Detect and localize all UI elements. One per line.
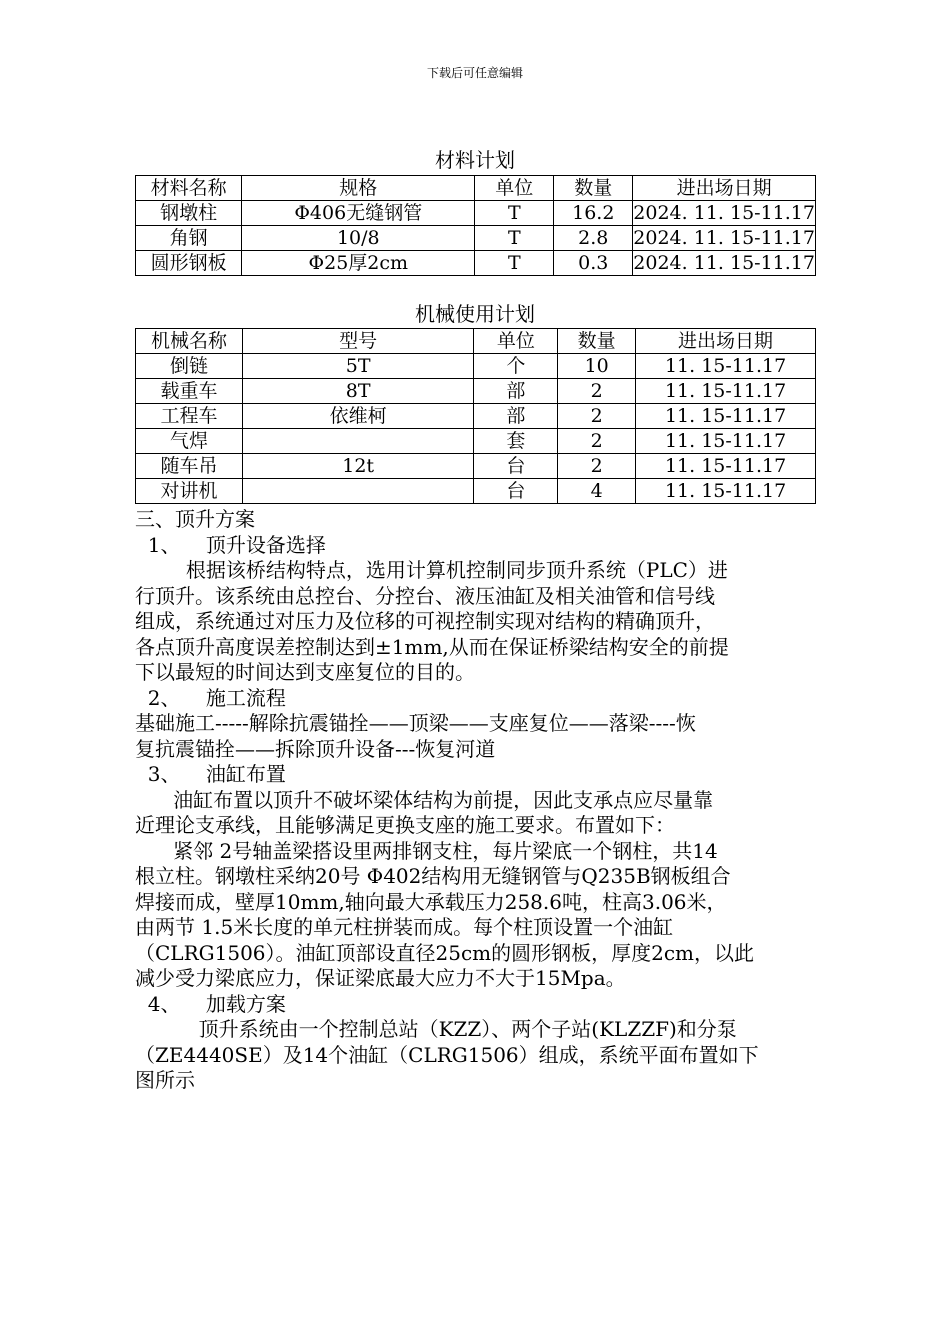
column-header: 型号 [242, 329, 473, 354]
table-header-row [136, 329, 816, 354]
table-cell: 5T [242, 354, 473, 379]
text-line: 油缸布置以顶升不破坏梁体结构为前提，因此支承点应尽量靠 [135, 787, 714, 812]
table-cell: 工程车 [136, 404, 243, 429]
text-line: 根立柱。钢墩柱采纳20号 Φ402结构用无缝钢管与Q235B钢板组合 [135, 864, 731, 888]
column-header: 单位 [474, 329, 558, 354]
text-line: （CLRG1506）。油缸顶部设直径25cm的圆形钢板，厚度2cm，以此 [135, 940, 755, 965]
table-cell: 8T [242, 379, 473, 404]
text-line: 组成，系统通过对压力及位移的可视控制实现对结构的精确顶升， [135, 609, 715, 633]
table-cell: 圆形钢板 [136, 251, 242, 276]
text-line: 根据该桥结构特点，选用计算机控制同步顶升系统（PLC）进 [135, 558, 728, 582]
table-cell: 对讲机 [136, 479, 243, 504]
text-line: 4、 加载方案 [135, 991, 286, 1016]
table-cell: 角钢 [136, 226, 242, 251]
table-cell: 个 [474, 354, 558, 379]
table-cell: 台 [474, 454, 558, 479]
text-line: （ZE4440SE）及14个油缸（CLRG1506）组成，系统平面布置如下 [135, 1042, 759, 1067]
table-cell: 部 [474, 379, 558, 404]
table-row [136, 354, 816, 379]
text-line: 基础施工-----解除抗震锚拴——顶梁——支座复位——落梁----恢 [135, 711, 696, 735]
text-line: 三、顶升方案 [135, 507, 255, 531]
column-header: 规格 [242, 176, 475, 201]
text-line: 复抗震锚拴——拆除顶升设备---恢复河道 [135, 736, 496, 761]
table-row [136, 201, 816, 226]
table-cell: 2024. 11. 15-11.17 [633, 227, 815, 249]
table-cell: 2024. 11. 15-11.17 [633, 252, 815, 274]
text-line: 1、 顶升设备选择 [135, 532, 326, 557]
table-row [136, 479, 816, 504]
table-cell: 11. 15-11.17 [636, 429, 816, 454]
table-cell: Φ406无缝钢管 [242, 201, 475, 226]
column-header: 单位 [475, 176, 554, 201]
column-header: 进出场日期 [633, 176, 816, 201]
table-cell: 2 [558, 429, 636, 454]
table-cell: 16.2 [554, 201, 633, 226]
table-cell: 10 [558, 354, 636, 379]
table-cell: 2 [558, 404, 636, 429]
column-header: 数量 [554, 176, 633, 201]
table-row [136, 379, 816, 404]
text-line: 减少受力梁底应力，保证梁底最大应力不大于15Mpa。 [135, 966, 626, 990]
table-cell: 11. 15-11.17 [636, 354, 816, 379]
text-line: 行顶升。该系统由总控台、分控台、液压油缸及相关油管和信号线 [135, 583, 715, 608]
table-cell: T [475, 201, 554, 226]
table-cell: 随车吊 [136, 454, 243, 479]
machine-plan-title: 机械使用计划 [415, 302, 535, 326]
table-cell: 11. 15-11.17 [636, 404, 816, 429]
text-line: 3、 油缸布置 [135, 762, 286, 786]
table-cell [242, 429, 473, 454]
table-cell: 钢墩柱 [136, 201, 242, 226]
material-plan-table [135, 175, 816, 276]
table-cell: 11. 15-11.17 [636, 479, 816, 504]
text-line: 紧邻 2号轴盖梁搭设里两排钢支柱，每片梁底一个钢柱，共14 [135, 838, 718, 863]
table-cell: T [475, 251, 554, 276]
table-cell: T [475, 226, 554, 251]
table-cell: Φ25厚2cm [242, 251, 475, 276]
table-cell: 11. 15-11.17 [636, 454, 816, 479]
table-cell: 10/8 [242, 226, 475, 251]
table-cell: 依维柯 [242, 404, 473, 429]
material-plan-title: 材料计划 [435, 148, 515, 172]
text-line: 顶升系统由一个控制总站（KZZ）、两个子站(KLZZF)和分泵 [135, 1017, 737, 1041]
table-cell: 4 [558, 479, 636, 504]
column-header: 数量 [558, 329, 636, 354]
table-cell: 套 [474, 429, 558, 454]
table-cell: 2 [558, 454, 636, 479]
table-cell: 2.8 [554, 226, 633, 251]
text-line: 由两节 1.5米长度的单元柱拼装而成。每个柱顶设置一个油缸 [135, 915, 674, 939]
table-cell: 2024. 11. 15-11.17 [633, 202, 815, 224]
table-cell: 载重车 [136, 379, 243, 404]
body-text [135, 507, 810, 1094]
page-header: 下载后可任意编辑 [426, 66, 523, 80]
text-line: 图所示 [135, 1068, 195, 1092]
text-line: 2、 施工流程 [135, 685, 286, 710]
table-cell: 气焊 [136, 429, 243, 454]
table-cell [242, 479, 473, 504]
text-line: 下以最短的时间达到支座复位的目的。 [135, 660, 475, 684]
text-line: 近理论支承线，且能够满足更换支座的施工要求。布置如下： [135, 813, 675, 837]
machine-plan-table [135, 328, 816, 504]
table-cell: 0.3 [554, 251, 633, 276]
column-header: 机械名称 [136, 329, 243, 354]
table-row [136, 454, 816, 479]
table-cell: 2 [558, 379, 636, 404]
table-cell: 台 [474, 479, 558, 504]
table-row [136, 404, 816, 429]
table-row [136, 226, 816, 251]
text-line: 焊接而成，壁厚10mm,轴向最大承载压力258.6吨，柱高3.06米， [135, 889, 727, 914]
table-cell: 倒链 [136, 354, 243, 379]
table-header-row [136, 176, 816, 201]
table-row [136, 251, 816, 276]
column-header: 进出场日期 [636, 329, 816, 354]
table-cell: 部 [474, 404, 558, 429]
column-header: 材料名称 [136, 176, 242, 201]
table-row [136, 429, 816, 454]
text-line: 各点顶升高度误差控制达到±1mm,从而在保证桥梁结构安全的前提 [135, 634, 729, 659]
table-cell: 12t [242, 454, 473, 479]
table-cell: 11. 15-11.17 [636, 379, 816, 404]
